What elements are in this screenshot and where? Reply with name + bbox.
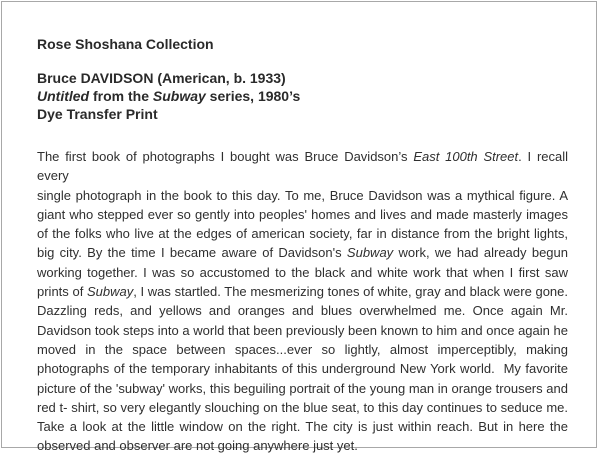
paragraph-line: [37, 147, 572, 186]
medium-line: Dye Transfer Print: [37, 106, 158, 122]
collection-name: Rose Shoshana Collection: [37, 36, 214, 52]
text-run: prints of: [37, 284, 87, 300]
text-run: The first book of photographs I bought was Bruce Davidson’s: [37, 149, 414, 164]
paragraph-line: [37, 436, 568, 455]
artist-line: Bruce DAVIDSON (American, b. 1933): [37, 70, 286, 86]
series-name: Subway: [152, 88, 206, 104]
document-card: [1, 1, 597, 454]
paragraph-line: [37, 263, 568, 282]
description-paragraph: [37, 147, 572, 456]
italic-title: East 100th Street: [413, 149, 519, 164]
text-run: single photograph in the book to this day. To me, Bruce Davidson was a mythical figure. A: [37, 187, 568, 203]
text-run: Davidson took steps into a world that been previously been known to him and once again he: [37, 322, 568, 338]
paragraph-line: [37, 186, 568, 205]
paragraph-line: [37, 205, 568, 224]
text-run: Take a look at the little window on the right. The city is just within reach. But in here the: [37, 419, 568, 435]
paragraph-line: [37, 379, 568, 398]
text-run: moved in the space between spaces...ever so lightly, almost imperceptibly, making: [37, 341, 568, 357]
text-run: , I was startled. The mesmerizing tones of white, gray and black were gone.: [133, 284, 569, 300]
text-run: picture of the 'subway' works, this beguiling portrait of the young man in orange trousers and: [37, 380, 568, 396]
title-from: from the: [89, 88, 153, 104]
title-line: [37, 87, 300, 105]
artwork-title: Untitled: [37, 88, 90, 104]
paragraph-line: [37, 340, 568, 359]
text-run: red t- shirt, so very elegantly slouching on the blue seat, to this day continues to seduce me.: [37, 399, 568, 415]
paragraph-line: [37, 321, 568, 340]
paragraph-line: [37, 301, 568, 320]
italic-title: Subway: [346, 245, 394, 261]
paragraph-line: [37, 417, 568, 436]
italic-title: Subway: [86, 284, 134, 300]
title-suffix: series, 1980’s: [205, 88, 301, 104]
text-run: big city. By the time I became aware of Davidson's: [37, 245, 347, 261]
text-run: of the folks who live at the edges of american society, far in distance from the bright lights,: [37, 226, 568, 242]
paragraph-line: [37, 359, 568, 378]
text-run: Dazzling reds, and yellows and oranges and blues overwhelmed me. Once again Mr.: [37, 303, 568, 319]
text-run: giant who stepped ever so gently into peoples' homes and lives and made masterly images: [37, 206, 568, 222]
paragraph-line: [37, 224, 568, 243]
paragraph-line: [37, 282, 568, 301]
text-run: photographs of the temporary inhabitants of this underground New York world. My favorite: [37, 361, 568, 377]
paragraph-line: [37, 243, 568, 262]
text-run: observed and observer are not going anywhere just yet.: [37, 438, 358, 454]
paragraph-line: [37, 398, 568, 417]
text-run: working together. I was so accustomed to the black and white work that when I first saw: [37, 264, 568, 280]
artwork-heading: [37, 69, 300, 123]
text-run: work, we had already begun: [393, 245, 568, 261]
text-run: . I recall every: [37, 149, 572, 184]
